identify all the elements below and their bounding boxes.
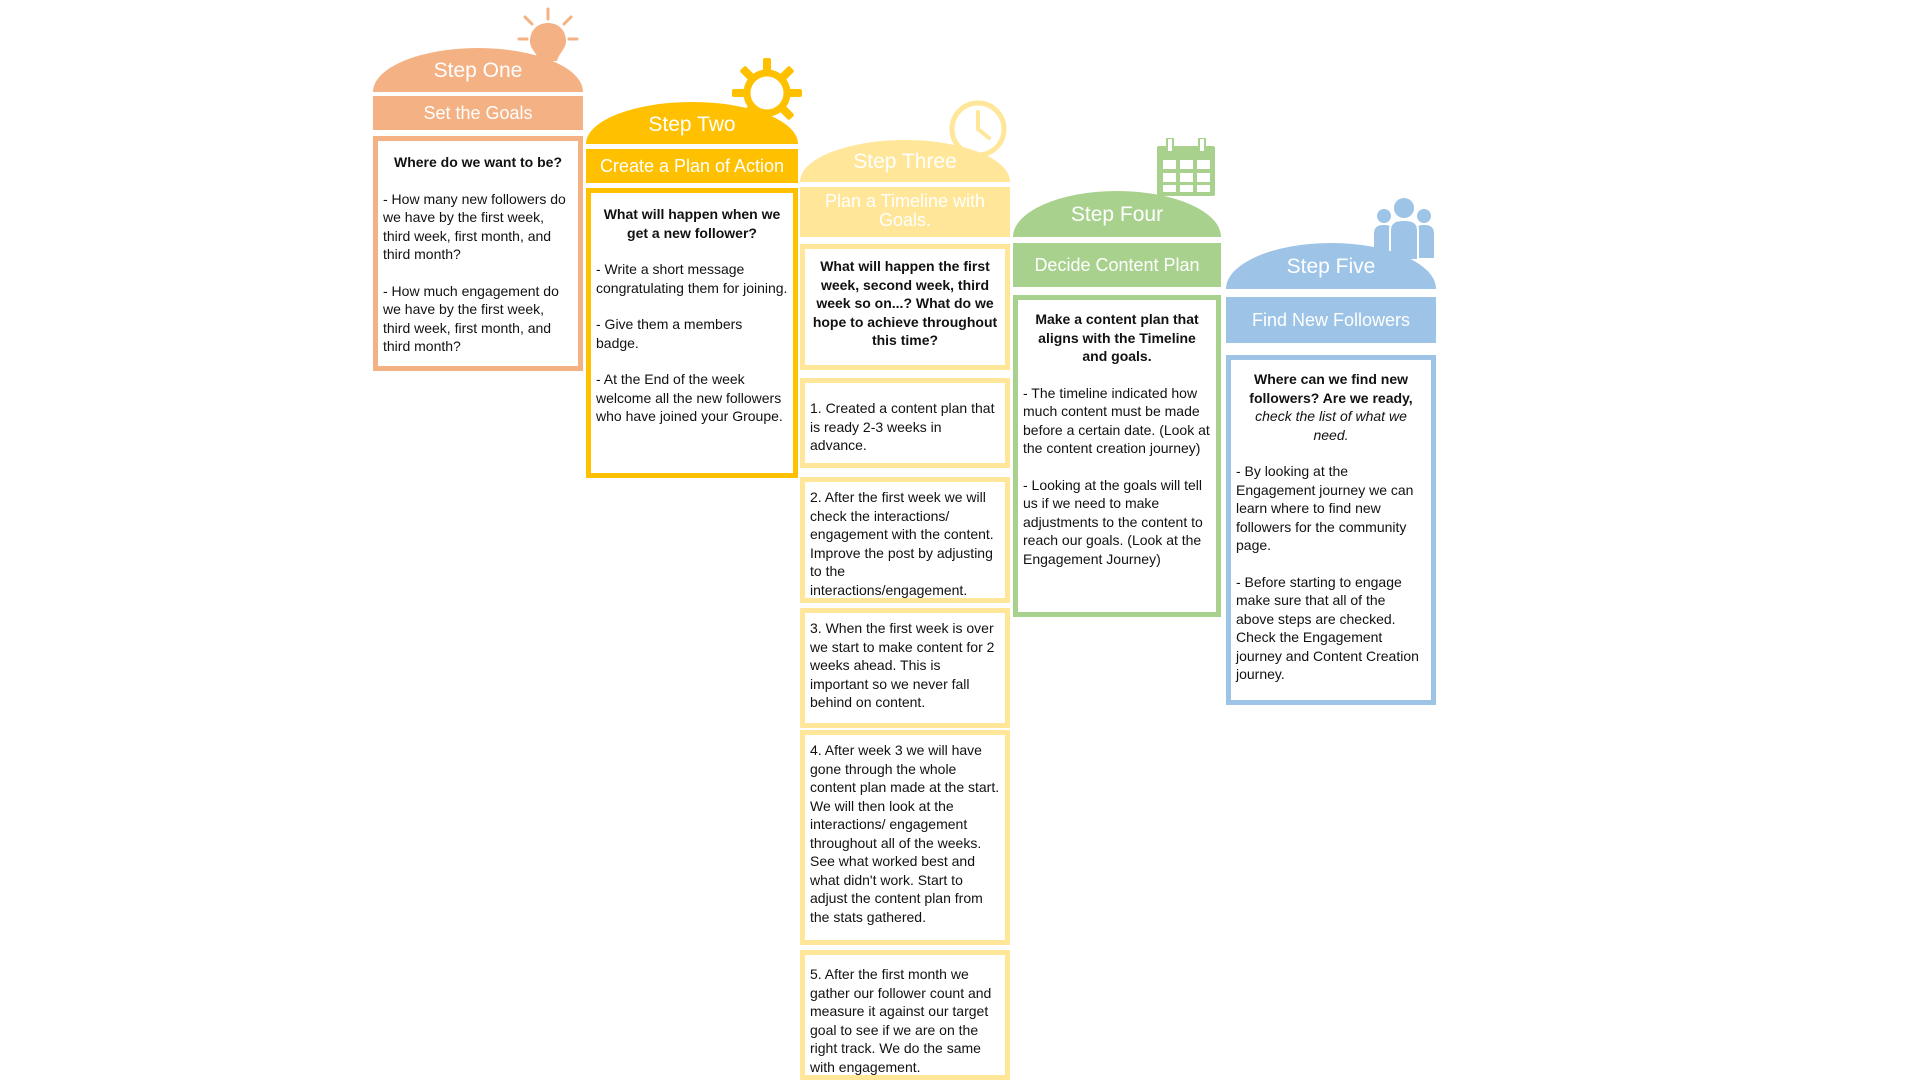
step-five: [1226, 0, 1436, 710]
step-three-card-item-5: [800, 950, 1010, 1080]
step-three-item: 2. After the first week we will check the interactions/ engagement with the content. Improve the post by adjusting to the interactions/engagement.: [810, 489, 994, 598]
step-one-item: - How much engagement do we have by the first week, third week, first month, and third month?: [383, 282, 559, 354]
step-one-card: [373, 136, 583, 371]
step-four-item: - Looking at the goals will tell us if we need to make adjustments to the content to reach our goals. (Look at the Engagement Journey): [1023, 476, 1203, 567]
step-three-card-question: [800, 244, 1010, 370]
calendar-icon: [1155, 138, 1217, 198]
step-five-item: - By looking at the Engagement journey we can learn where to find new followers for the community page.: [1236, 463, 1414, 553]
step-three: [800, 0, 1010, 1080]
step-five-question-note: check the list of what we need.: [1255, 408, 1407, 443]
step-two-item: - Give them a members badge.: [596, 316, 743, 351]
step-five-title: Step Five: [1226, 243, 1436, 289]
step-five-item: - Before starting to engage make sure that all of the above steps are checked. Check the Engagement journey and Content Creation journey.: [1236, 573, 1419, 682]
step-five-question: Where can we find new followers? Are we ready,: [1249, 371, 1413, 406]
step-three-subtitle: Plan a Timeline with Goals.: [800, 187, 1010, 237]
step-two: [586, 0, 798, 480]
step-one-subtitle: Set the Goals: [373, 96, 583, 130]
step-three-card-item-1: [800, 378, 1010, 468]
step-one-question: Where do we want to be?: [393, 154, 562, 170]
step-four-item: - The timeline indicated how much content must be made before a certain date. (Look at the content creation journey): [1023, 384, 1210, 456]
step-four-question: Make a content plan that aligns with the Timeline and goals.: [1035, 311, 1199, 364]
step-one: [373, 0, 583, 380]
step-two-subtitle: Create a Plan of Action: [586, 149, 798, 183]
step-five-card: [1226, 355, 1436, 705]
step-four-card: [1013, 295, 1221, 617]
step-five-subtitle: Find New Followers: [1226, 297, 1436, 343]
step-three-card-item-3: [800, 608, 1010, 728]
step-one-item: - How many new followers do we have by the first week, third week, first month, and third month?: [383, 190, 566, 262]
step-three-item: 1. Created a content plan that is ready 2-3 weeks in advance.: [810, 400, 995, 453]
step-three-question: What will happen the first week, second week, third week so on...? What do we hope to achieve throughout this time?: [812, 258, 998, 348]
step-four: [1013, 0, 1221, 620]
step-two-card: [586, 188, 798, 478]
step-three-item: 5. After the first month we gather our follower count and measure it against our target goal to see if we are on the right track. We do the same with engagement.: [810, 966, 992, 1075]
step-two-item: - At the End of the week welcome all the new followers who have joined your Groupe.: [596, 371, 783, 424]
step-two-item: - Write a short message congratulating them for joining.: [596, 261, 788, 296]
step-two-title: Step Two: [586, 102, 798, 144]
step-three-card-item-2: [800, 477, 1010, 603]
step-three-card-item-4: [800, 730, 1010, 945]
step-four-subtitle: Decide Content Plan: [1013, 243, 1221, 287]
step-three-item: 3. When the first week is over we start to make content for 2 weeks ahead. This is important so we never fall behind on content.: [810, 620, 995, 710]
step-one-title: Step One: [373, 48, 583, 92]
step-three-title: Step Three: [800, 140, 1010, 182]
step-four-title: Step Four: [1013, 191, 1221, 237]
step-three-item: 4. After week 3 we will have gone through the whole content plan made at the start. We will then look at the interactions/ engagement throughout all of the weeks. See what worked best and what didn't work. Start to adjust the content plan from the stats gathered.: [810, 742, 1000, 925]
step-two-question: What will happen when we get a new follower?: [603, 206, 781, 241]
